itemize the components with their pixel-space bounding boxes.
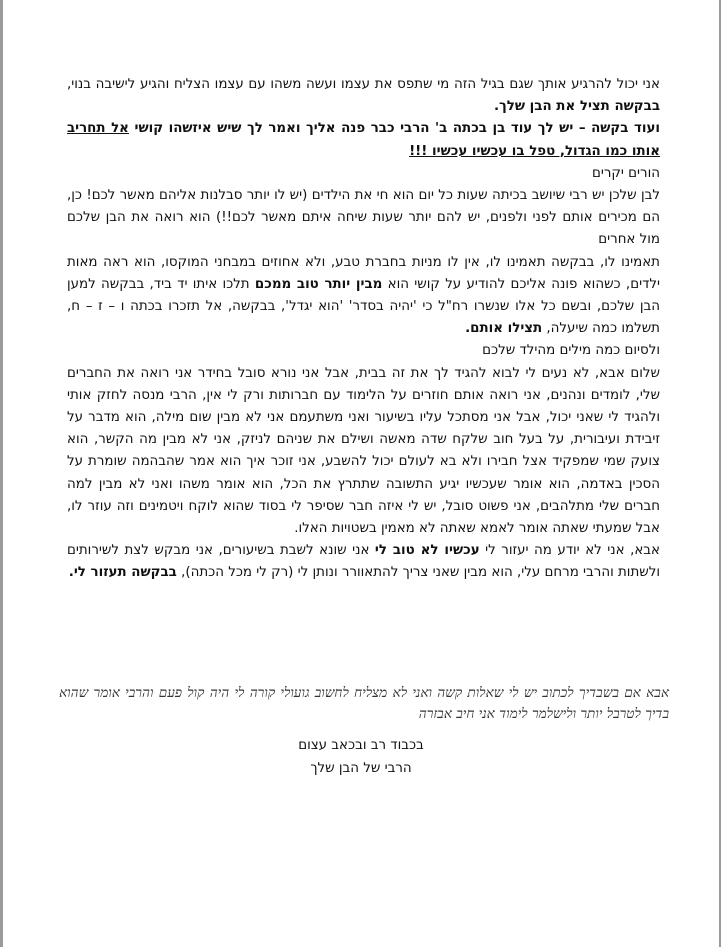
child-paragraph-2: [67, 540, 660, 584]
save-them-text: תצילו אותם.: [465, 321, 543, 337]
request-text: ועוד בקשה – יש לך עוד בן בכתה ב' הרבי כבר פנה אליך ואמר לך שיש איזשהו קושי: [128, 121, 661, 137]
handwritten-note: אבא אם בשבדיך לכתוב יש לי שאלות קשה ואני לא מצליח לחשוב גועולי קורה לי היה קול פעם והרבי אומר שהוא בדיך לטרבל יותר ולישלמר לימוד אני חיב אבזרה: [59, 685, 669, 722]
help-me-text: בבקשה תעזור לי.: [68, 565, 177, 581]
not-good-text: עכשיו לא טוב לי: [374, 543, 480, 559]
intro-paragraph: [67, 74, 660, 118]
paragraph-rabbi: לבן שלכן יש רבי שיושב בכיתה שעות כל יום הוא חי את הילדים (יש לו יותר סבלנות אליהם מאשר לכם! כן, הם מכירים אותם לפני ולפנים, יש להם יותר שעות שיחה איתם מאשר לכם!!) הוא רואה את הבן שלכם מול אחרים: [67, 188, 660, 248]
request-underlined-text: אל תחריב אותו כמו הגדול, טפל בו עכשיו עכשיו !!!: [67, 121, 660, 159]
child-paragraph: שלום אבא, לא נעים לי לבוא להגיד לך את זה בבית, אבל אני נורא סובל בחידר אני רואה את החברים שלי, לומדים ונהנים, אני רואה אותם חוזרים על הלימוד עם חברותות ורק לי אין, הרבי מנסה לחזק אותי ולהגיד לי שאני יכול, אבל אני מסתכל עליו בשיעור ואני משתעמם אני לא מבין שום מילה, הוא מדבר על זיבידת ועיבורית, על בעל חוב שלקח שדה מאשה ושילם את שניהם לניזק, אני לא מבין מה הקשר, הוא צועק שמי שמפקיד אצל חבירו ולא בא לעולם יכול להשבע, אני זוכר איך הוא אמר שהבהמה שומרת על הסכין באדמה, הוא אומר שעכשיו יגיע התשובה שתתרץ את הכל, הוא אומר משהו ואני לא מבין למה חברים שלי מתלהבים, אני פשוט סובל, יש לי איזה חבר שסיפר לי בסוד שהוא לוקח ויטמינים וזה עוזר לו, אבל שמעתי שאתה אומר לאמא שאתה לא מאמין בשטויות האלו.: [67, 365, 660, 537]
document-page: [3, 0, 719, 947]
signature-line: הרבי של הבן שלך: [310, 761, 412, 776]
closing-line: בכבוד רב ובכאב עצום: [298, 738, 424, 753]
intro-line-2: והגיע לישיבה בנוי,: [67, 77, 170, 92]
believe-text: תאמינו לו, בבקשה תאמינו לו, אין לו מניות בחברת טבע, ולא אחוזים במבחני המוקסו, הוא ראה מאות ילדים, כשהוא פונה אליכם להודיע על קושי הוא: [67, 254, 660, 292]
parents-heading: הורים יקרים: [591, 165, 660, 181]
believe-text-cont: תלכו איתו יד ביד, בבקשה למען הבן שלכם, ובשם כל אלו שנשרו רח"ל כי 'יהיה בסדר' 'הוא יגדל', בבקשה, אל תזכרו בכתה ו – ז – ח, תשלמו כמה שיעלה,: [67, 276, 660, 337]
understands-better-text: מבין יותר טוב ממכם: [254, 276, 383, 292]
child-text: אבא, אני לא יודע מה יעזור לי: [479, 543, 660, 559]
child-heading: ולסיום כמה מילים מהילד שלכם: [482, 343, 660, 359]
letter-body: [67, 74, 660, 585]
intro-line-1: אני יכול להרגיע אותך שגם בגיל הזה מי שתפס את עצמו ועשה משהו עם עצמו הצליח: [173, 77, 660, 92]
paragraph-believe: [67, 252, 660, 341]
request-paragraph: [67, 118, 660, 162]
save-your-son-text: בבקשה תציל את הבן שלך.: [493, 99, 660, 115]
child-text-cont: אני שונא לשבת בשיעורים, אני מבקש לצת לשירותים ולשתות והרבי מרחם עלי, הוא מבין שאני צריך להתאוורר ונותן לי (רק לי מכל הכתה),: [67, 543, 660, 581]
